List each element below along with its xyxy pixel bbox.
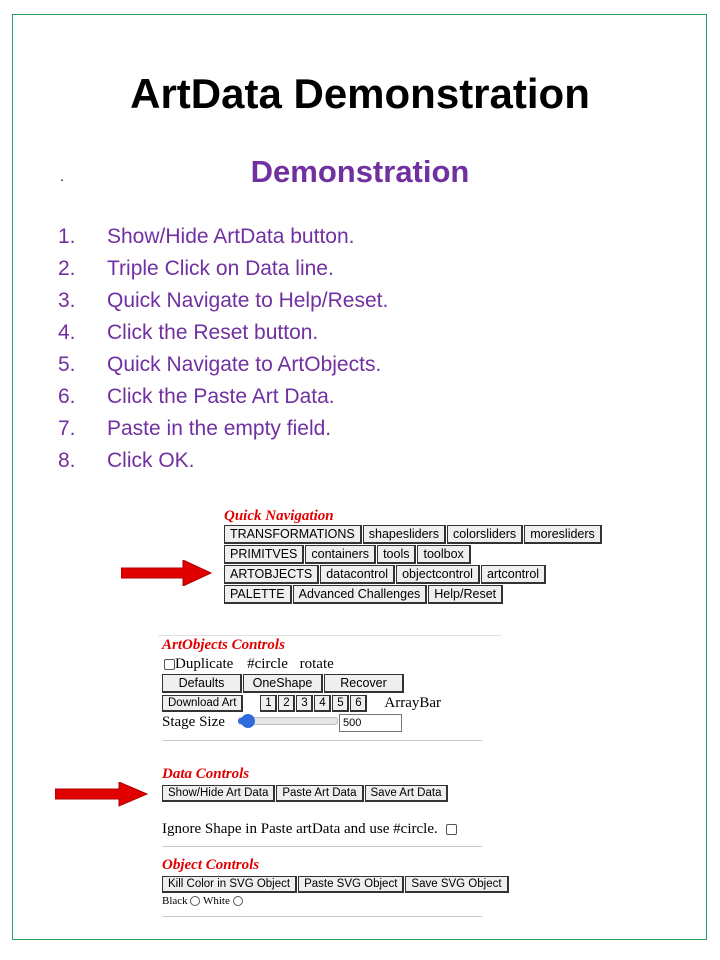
quick-navigation: [224, 508, 603, 605]
slide-subtitle: [0, 154, 720, 190]
ignore-shape-checkbox[interactable]: [446, 824, 457, 835]
quick-nav-row: [224, 545, 603, 565]
step-text: Paste in the empty field.: [107, 417, 332, 440]
data-controls-row: [162, 785, 442, 804]
array-5-button[interactable]: 5: [332, 695, 349, 712]
array-1-button[interactable]: 1: [260, 695, 277, 712]
divider: [162, 916, 482, 917]
array-2-button[interactable]: 2: [278, 695, 295, 712]
duplicate-label: Duplicate: [175, 656, 234, 672]
step-number: 4.: [58, 321, 76, 344]
step-text: Click the Reset button.: [107, 321, 319, 344]
quick-nav-row: [224, 525, 603, 545]
defaults-row: [162, 674, 412, 693]
step-number: 5.: [58, 353, 76, 376]
stage-size-input[interactable]: 500: [339, 714, 402, 732]
step-item: [58, 352, 388, 384]
duplicate-checkbox[interactable]: [164, 659, 175, 670]
oneshape-button[interactable]: OneShape: [243, 674, 323, 693]
slide-title: ArtData Demonstration: [130, 70, 590, 117]
nav-help-reset-button[interactable]: Help/Reset: [428, 585, 503, 604]
nav-tools-button[interactable]: tools: [377, 545, 416, 564]
object-controls-title: Object Controls: [162, 857, 260, 873]
quick-nav-row: [224, 565, 603, 585]
array-4-button[interactable]: 4: [314, 695, 331, 712]
black-label: Black: [162, 895, 188, 907]
stage-size-slider-thumb[interactable]: [241, 714, 255, 728]
red-arrow-icon: [55, 782, 149, 807]
divider: [162, 740, 482, 741]
divider: [162, 846, 482, 847]
nav-moresliders-button[interactable]: moresliders: [524, 525, 602, 544]
artobjects-title: ArtObjects Controls: [162, 637, 285, 653]
nav-artcontrol-button[interactable]: artcontrol: [481, 565, 546, 584]
red-arrow-icon: [121, 560, 213, 586]
step-item: [58, 256, 388, 288]
duplicate-row: [164, 655, 404, 673]
nav-transformations-button[interactable]: TRANSFORMATIONS: [224, 525, 362, 544]
step-number: 1.: [58, 225, 76, 248]
nav-colorsliders-button[interactable]: colorsliders: [447, 525, 523, 544]
nav-datacontrol-button[interactable]: datacontrol: [320, 565, 395, 584]
ignore-shape-label: Ignore Shape in Paste artData and use #circle.: [162, 821, 438, 837]
save-svg-object-button[interactable]: Save SVG Object: [405, 876, 508, 893]
step-item: [58, 384, 388, 416]
step-item: [58, 224, 388, 256]
recover-button[interactable]: Recover: [324, 674, 404, 693]
step-item: [58, 320, 388, 352]
step-number: 8.: [58, 449, 76, 472]
step-item: [58, 288, 388, 320]
array-3-button[interactable]: 3: [296, 695, 313, 712]
bullet-dot: .: [60, 168, 64, 184]
black-radio[interactable]: [190, 896, 200, 906]
download-row: [162, 695, 462, 714]
step-item: [58, 416, 388, 448]
save-art-data-button[interactable]: Save Art Data: [365, 785, 449, 802]
step-number: 2.: [58, 257, 76, 280]
step-text: Click the Paste Art Data.: [107, 385, 335, 408]
nav-containers-button[interactable]: containers: [305, 545, 376, 564]
step-text: Triple Click on Data line.: [107, 257, 334, 280]
step-number: 6.: [58, 385, 76, 408]
nav-palette-button[interactable]: PALETTE: [224, 585, 292, 604]
step-text: Quick Navigate to Help/Reset.: [107, 289, 389, 312]
showhide-art-data-button[interactable]: Show/Hide Art Data: [162, 785, 275, 802]
nav-toolbox-button[interactable]: toolbox: [417, 545, 470, 564]
rotate-label: rotate: [299, 656, 334, 672]
quick-nav-title: Quick Navigation: [224, 508, 334, 524]
nav-artobjects-button[interactable]: ARTOBJECTS: [224, 565, 319, 584]
step-text: Click OK.: [107, 449, 195, 472]
step-item: [58, 448, 388, 480]
paste-art-data-button[interactable]: Paste Art Data: [276, 785, 363, 802]
step-text: Quick Navigate to ArtObjects.: [107, 353, 382, 376]
divider: [158, 635, 501, 636]
nav-objectcontrol-button[interactable]: objectcontrol: [396, 565, 480, 584]
white-label: White: [202, 895, 230, 907]
color-radio-row: [162, 894, 282, 908]
steps-list: [58, 224, 388, 480]
nav-advanced-challenges-button[interactable]: Advanced Challenges: [293, 585, 428, 604]
arraybar-label: ArrayBar: [384, 695, 442, 711]
quick-nav-row: [224, 585, 603, 605]
download-art-button[interactable]: Download Art: [162, 695, 243, 712]
shape-label: #circle: [247, 656, 288, 672]
step-text: Show/Hide ArtData button.: [107, 225, 355, 248]
nav-primitves-button[interactable]: PRIMITVES: [224, 545, 304, 564]
data-controls-title: Data Controls: [162, 766, 250, 782]
ignore-shape-row: [162, 820, 482, 838]
nav-shapesliders-button[interactable]: shapesliders: [363, 525, 446, 544]
stage-size-label: Stage Size: [162, 714, 225, 730]
array-6-button[interactable]: 6: [350, 695, 367, 712]
object-controls-row: [162, 876, 502, 895]
subtitle-text: Demonstration: [250, 154, 470, 189]
defaults-button[interactable]: Defaults: [162, 674, 242, 693]
step-number: 3.: [58, 289, 76, 312]
white-radio[interactable]: [233, 896, 243, 906]
step-number: 7.: [58, 417, 76, 440]
paste-svg-object-button[interactable]: Paste SVG Object: [298, 876, 404, 893]
kill-color-svg-button[interactable]: Kill Color in SVG Object: [162, 876, 297, 893]
